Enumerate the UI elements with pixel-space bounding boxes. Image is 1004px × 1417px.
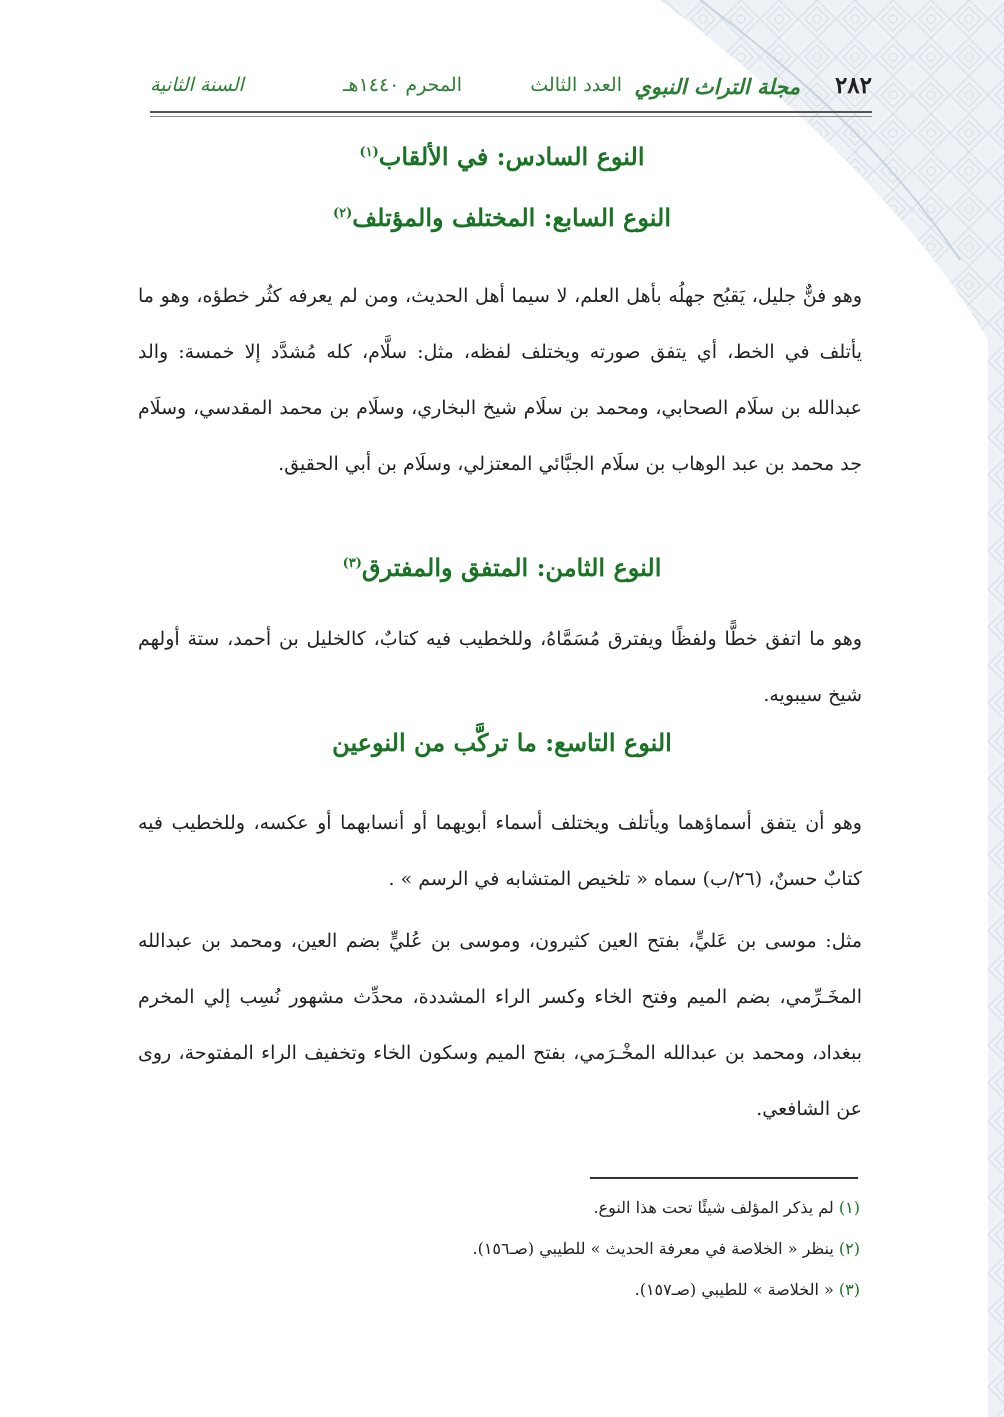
- heading-text: النوع السابع: المختلف والمؤتلف: [352, 203, 671, 232]
- footnote-number: (٣): [838, 1280, 860, 1299]
- section-heading-7: [140, 203, 864, 232]
- heading-text: النوع السادس: في الألقاب: [378, 142, 645, 171]
- journal-title: مجلة التراث النبوي: [634, 74, 800, 99]
- footnote-2: [140, 1239, 860, 1258]
- paragraph-4: [138, 913, 862, 1137]
- footnote-1: [140, 1198, 860, 1217]
- page-number: ٢٨٢: [834, 72, 872, 99]
- footnote-divider: [590, 1177, 858, 1179]
- paragraph-text: وهو ما اتفق خطًّا ولفظًا ويفترق مُسَمَّاهُ، وللخطيب فيه كتابٌ، كالخليل بن أحمد، ستة أولهم شيخ سيبويه.: [138, 628, 862, 706]
- paragraph-text: وهو أن يتفق أسماؤهما ويأتلف ويختلف أسماء أبويهما أو أنسابهما أو عكسه، وللخطيب فيه كتابٌ حسنٌ، (٢٦/ب) سماه « تلخيص المتشابه في الرسم » .: [138, 812, 862, 890]
- footnote-ref: (٢): [332, 206, 353, 221]
- footnote-number: (٢): [838, 1239, 860, 1258]
- heading-text: النوع التاسع: ما تركَّب من النوعين: [332, 728, 672, 757]
- header-divider-thin: [150, 116, 872, 117]
- header-divider: [150, 111, 872, 113]
- month-label: المحرم ١٤٤٠هـ: [342, 74, 462, 96]
- section-heading-8: [140, 553, 864, 582]
- section-heading-9: [140, 728, 864, 757]
- section-heading-6: [140, 142, 864, 171]
- footnote-ref: (١): [359, 145, 379, 160]
- running-header: [150, 68, 872, 112]
- footnote-ref: (٣): [342, 556, 362, 571]
- paragraph-1: [138, 268, 862, 492]
- paragraph-text: وهو فنٌّ جليل، يَقبُح جهلُه بأهل العلم، لا سيما أهل الحديث، ومن لم يعرفه كثُر خطؤه، وهو ما يأتلف في الخط، أي يتفق صورته ويختلف لفظه، مثل: سلَّام، كله مُشدَّد إلا خمسة: والد عبدالله بن سلَام الصحابي، ومحمد بن سلَام شيخ البخاري، وسلَام بن محمد المقدسي، وسلَام جد محمد بن عبد الوهاب بن سلَام الجبَّائي المعتزلي، وسلَام بن أبي الحقيق.: [138, 285, 862, 475]
- footnote-3: [140, 1280, 860, 1299]
- paragraph-3: [138, 795, 862, 907]
- heading-text: النوع الثامن: المتفق والمفترق: [361, 553, 662, 582]
- paragraph-text: مثل: موسى بن عَليٍّ، بفتح العين كثيرون، وموسى بن عُليٍّ بضم العين، ومحمد بن عبدالله المخَـرِّمي، بضم الميم وفتح الخاء وكسر الراء المشددة، محدِّث مشهور نُسِب إلي المخرم ببغداد، ومحمد بن عبدالله المخْـرَمي، بفتح الميم وسكون الخاء وتخفيف الراء المفتوحة، روى عن الشافعي.: [138, 930, 862, 1120]
- footnote-text: ينظر « الخلاصة في معرفة الحديث » للطيبي (صـ١٥٦).: [472, 1239, 834, 1258]
- year-label: السنة الثانية: [150, 74, 244, 96]
- footnote-number: (١): [838, 1198, 860, 1217]
- paragraph-2: [138, 611, 862, 723]
- issue-label: العدد الثالث: [530, 74, 622, 96]
- footnote-text: لم يذكر المؤلف شيئًا تحت هذا النوع.: [593, 1198, 834, 1217]
- footnote-text: « الخلاصة » للطيبي (صـ١٥٧).: [634, 1280, 834, 1299]
